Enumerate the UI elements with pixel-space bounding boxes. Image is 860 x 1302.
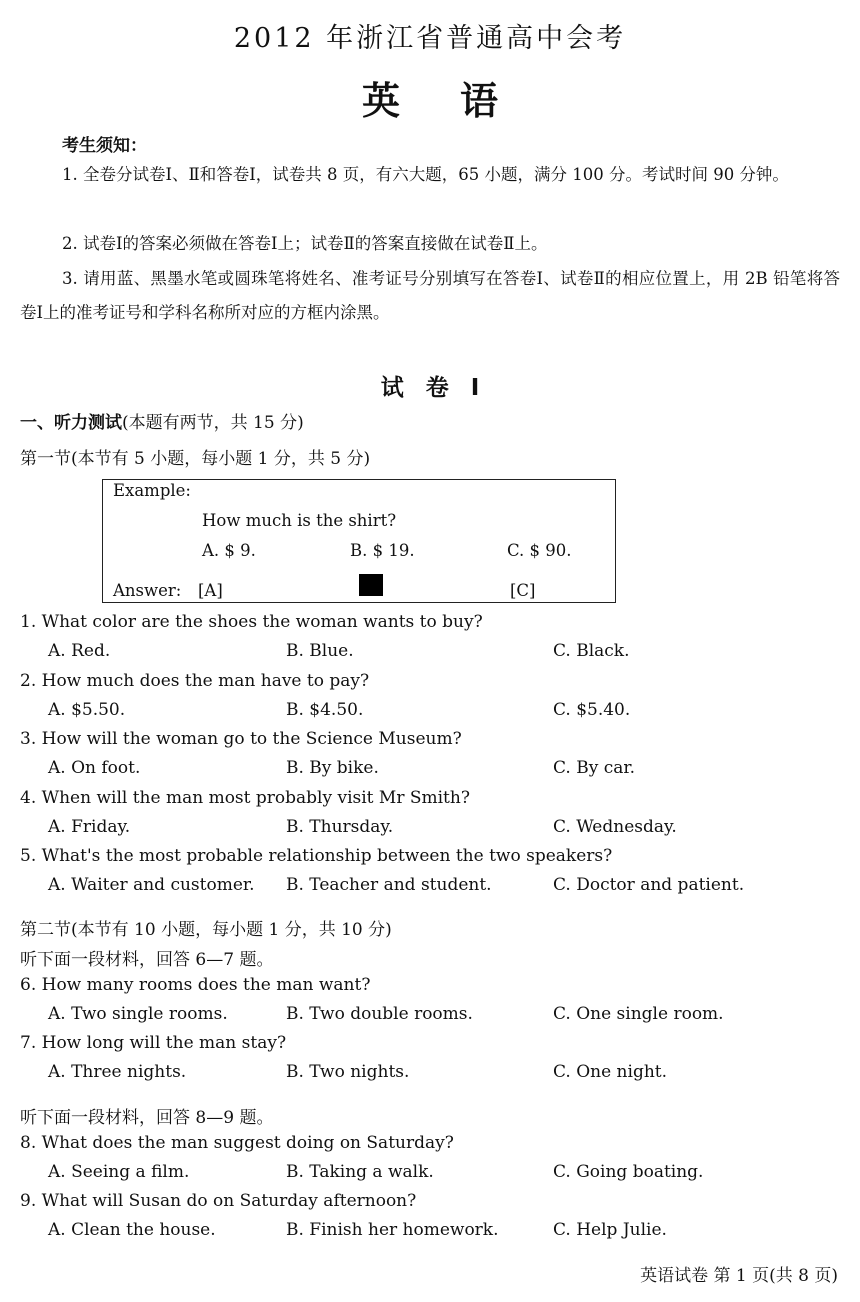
q4-option-b: B. Thursday. — [286, 817, 394, 837]
q2-option-b: B. $4.50. — [286, 700, 364, 720]
section-1-heading: 第一节(本节有 5 小题，每小题 1 分，共 5 分) — [20, 449, 371, 469]
question-2: 2. How much does the man have to pay? — [20, 671, 370, 691]
q5-option-a: A. Waiter and customer. — [48, 875, 255, 895]
q6-option-b: B. Two double rooms. — [286, 1004, 473, 1024]
q5-option-b: B. Teacher and student. — [286, 875, 492, 895]
listen-instruction-6-7: 听下面一段材料，回答 6—7 题。 — [20, 950, 274, 970]
exam-title: 2012 年浙江省普通高中会考 — [233, 23, 627, 54]
q7-option-c: C. One night. — [553, 1062, 668, 1082]
notice-item-3: 3. 请用蓝、黑墨水笔或圆珠笔将姓名、准考证号分别填写在答卷Ⅰ、试卷Ⅱ的相应位置上，用 2B 铅笔将答卷Ⅰ上的准考证号和学科名称所对应的方框内涂黑。 — [20, 269, 840, 322]
q3-option-a: A. On foot. — [48, 758, 141, 778]
answer-label: Answer: — [113, 581, 182, 600]
question-5: 5. What's the most probable relationship between the two speakers? — [20, 846, 613, 866]
q7-option-b: B. Two nights. — [286, 1062, 410, 1082]
q9-option-b: B. Finish her homework. — [286, 1220, 499, 1240]
listen-instruction-8-9: 听下面一段材料，回答 8—9 题。 — [20, 1108, 274, 1128]
part-note: (本题有两节，共 15 分) — [122, 413, 304, 433]
q8-option-b: B. Taking a walk. — [286, 1162, 434, 1182]
question-6: 6. How many rooms does the man want? — [20, 975, 371, 995]
q8-option-a: A. Seeing a film. — [48, 1162, 190, 1182]
q2-option-a: A. $5.50. — [48, 700, 126, 720]
q4-option-a: A. Friday. — [48, 817, 131, 837]
question-3: 3. How will the woman go to the Science Museum? — [20, 729, 462, 749]
question-9: 9. What will Susan do on Saturday afternoon? — [20, 1191, 417, 1211]
q1-option-c: C. Black. — [553, 641, 630, 661]
part-heading — [20, 408, 304, 433]
q2-option-c: C. $5.40. — [553, 700, 631, 720]
section-2-heading: 第二节(本节有 10 小题，每小题 1 分，共 10 分) — [20, 920, 392, 940]
notice-item-1: 1. 全卷分试卷Ⅰ、Ⅱ和答卷Ⅰ，试卷共 8 页，有六大题，65 小题，满分 100 分。考试时间 90 分钟。 — [62, 165, 789, 184]
q3-option-c: C. By car. — [553, 758, 636, 778]
q5-option-c: C. Doctor and patient. — [553, 875, 745, 895]
q6-option-c: C. One single room. — [553, 1004, 724, 1024]
example-option-a: A. $ 9. — [202, 541, 256, 560]
question-8: 8. What does the man suggest doing on Saturday? — [20, 1133, 454, 1153]
example-option-b: B. $ 19. — [350, 541, 415, 560]
part-label: 一、听力测试 — [20, 413, 122, 433]
q1-option-b: B. Blue. — [286, 641, 354, 661]
q9-option-c: C. Help Julie. — [553, 1220, 667, 1240]
q7-option-a: A. Three nights. — [48, 1062, 187, 1082]
q4-option-c: C. Wednesday. — [553, 817, 677, 837]
question-7: 7. How long will the man stay? — [20, 1033, 287, 1053]
answer-bracket-c: [C] — [510, 581, 536, 600]
q1-option-a: A. Red. — [48, 641, 111, 661]
question-4: 4. When will the man most probably visit Mr Smith? — [20, 788, 470, 808]
page-footer: 英语试卷 第 1 页(共 8 页) — [640, 1266, 838, 1286]
section-title: 试卷Ⅰ — [380, 375, 502, 401]
question-1: 1. What color are the shoes the woman wants to buy? — [20, 612, 483, 632]
notice-item-2: 2. 试卷Ⅰ的答案必须做在答卷Ⅰ上；试卷Ⅱ的答案直接做在试卷Ⅱ上。 — [62, 234, 548, 253]
q3-option-b: B. By bike. — [286, 758, 379, 778]
q8-option-c: C. Going boating. — [553, 1162, 704, 1182]
answer-bracket-a: [A] — [198, 581, 223, 600]
example-box — [102, 479, 616, 603]
notice-heading: 考生须知： — [62, 136, 147, 156]
example-question: How much is the shirt? — [202, 511, 397, 530]
subject-title: 英语 — [361, 79, 558, 123]
example-label: Example: — [113, 481, 191, 500]
example-option-c: C. $ 90. — [507, 541, 572, 560]
q9-option-a: A. Clean the house. — [48, 1220, 216, 1240]
q6-option-a: A. Two single rooms. — [48, 1004, 228, 1024]
filled-answer-box — [359, 574, 383, 596]
